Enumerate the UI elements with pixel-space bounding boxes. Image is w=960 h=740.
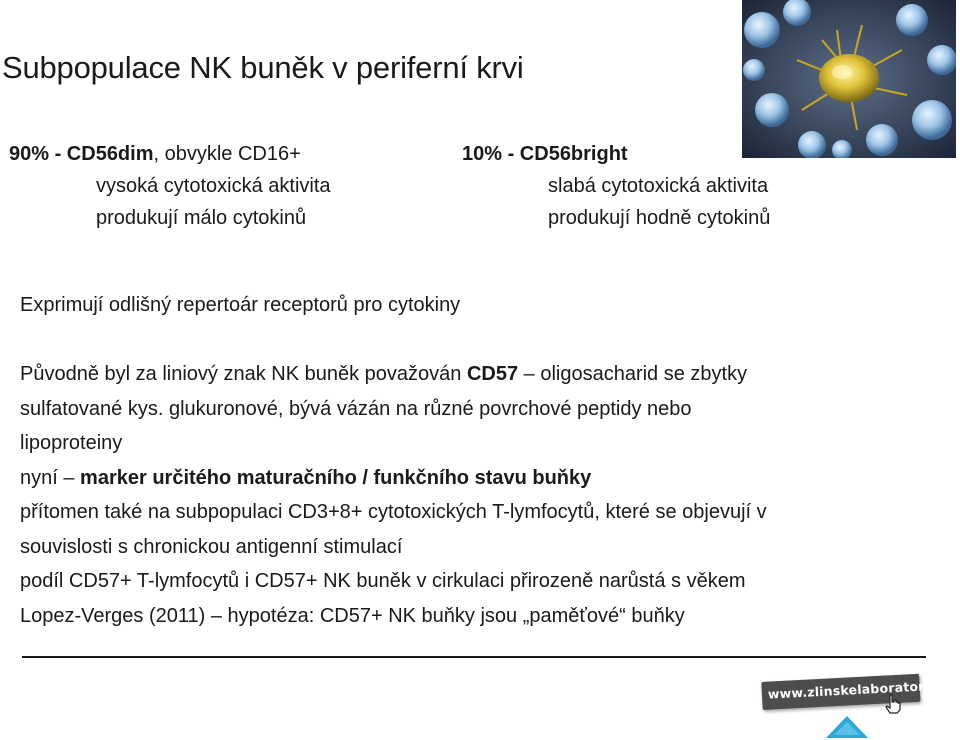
cd56bright-heading (462, 138, 770, 170)
cd57-label: CD57 (466, 363, 519, 385)
cd56dim-note: , obvykle CD16+ (153, 143, 301, 165)
zlinske-laboratore-logo[interactable] (762, 676, 954, 716)
body-line-1 (20, 357, 767, 392)
body-line-5: přítomen také na subpopulaci CD3+8+ cytotoxických T-lymfocytů, které se objevují v (20, 501, 767, 523)
body-line-7: podíl CD57+ T-lymfocytů i CD57+ NK buněk v cirkulaci přirozeně narůstá s věkem (20, 570, 746, 592)
nk-cell-illustration (742, 0, 956, 158)
body-line-6: souvislosti s chronickou antigenní stimulací (20, 535, 403, 558)
body-line-4-a: nyní – (20, 466, 81, 489)
body-line-1-b: – oligosacharid se zbytky (518, 363, 748, 385)
body-line-8: Lopez-Verges (2011) – hypotéza: CD57+ NK buňky jsou „paměťové“ buňky (20, 604, 685, 627)
body-line-2: sulfatované kys. glukuronové, bývá vázán na různé povrchové peptidy nebo (20, 397, 692, 420)
cd56dim-line-2: produkují málo cytokinů (96, 207, 307, 229)
body-line-1-a: Původně byl za liniový znak NK buněk považován (20, 363, 467, 385)
cd56dim-label: 90% - CD56dim (9, 143, 154, 165)
logo-text: www.zlinskelaboratore.cz (767, 676, 954, 702)
cd56bright-label: 10% - CD56bright (462, 143, 628, 165)
receptor-text: Exprimují odlišný repertoár receptorů pro cytokiny (20, 294, 461, 316)
cd56bright-line-2: produkují hodně cytokinů (548, 207, 771, 229)
cd56dim-column (9, 138, 331, 234)
cd56dim-heading (9, 138, 331, 170)
marker-text: marker určitého maturačního / funkčního stavu buňky (80, 466, 592, 489)
next-slide-triangle-icon[interactable] (824, 714, 870, 740)
slide-title: Subpopulace NK buněk v periferní krvi (2, 50, 524, 85)
cd57-section (20, 357, 767, 633)
hand-cursor-icon (884, 694, 902, 714)
cd56bright-column (462, 138, 770, 234)
cd56bright-line-1: slabá cytotoxická aktivita (548, 175, 769, 197)
body-line-3: lipoproteiny (20, 432, 123, 454)
body-line-4 (20, 461, 767, 496)
cd56dim-line-1: vysoká cytotoxická aktivita (96, 175, 331, 197)
footer-divider (22, 656, 926, 658)
